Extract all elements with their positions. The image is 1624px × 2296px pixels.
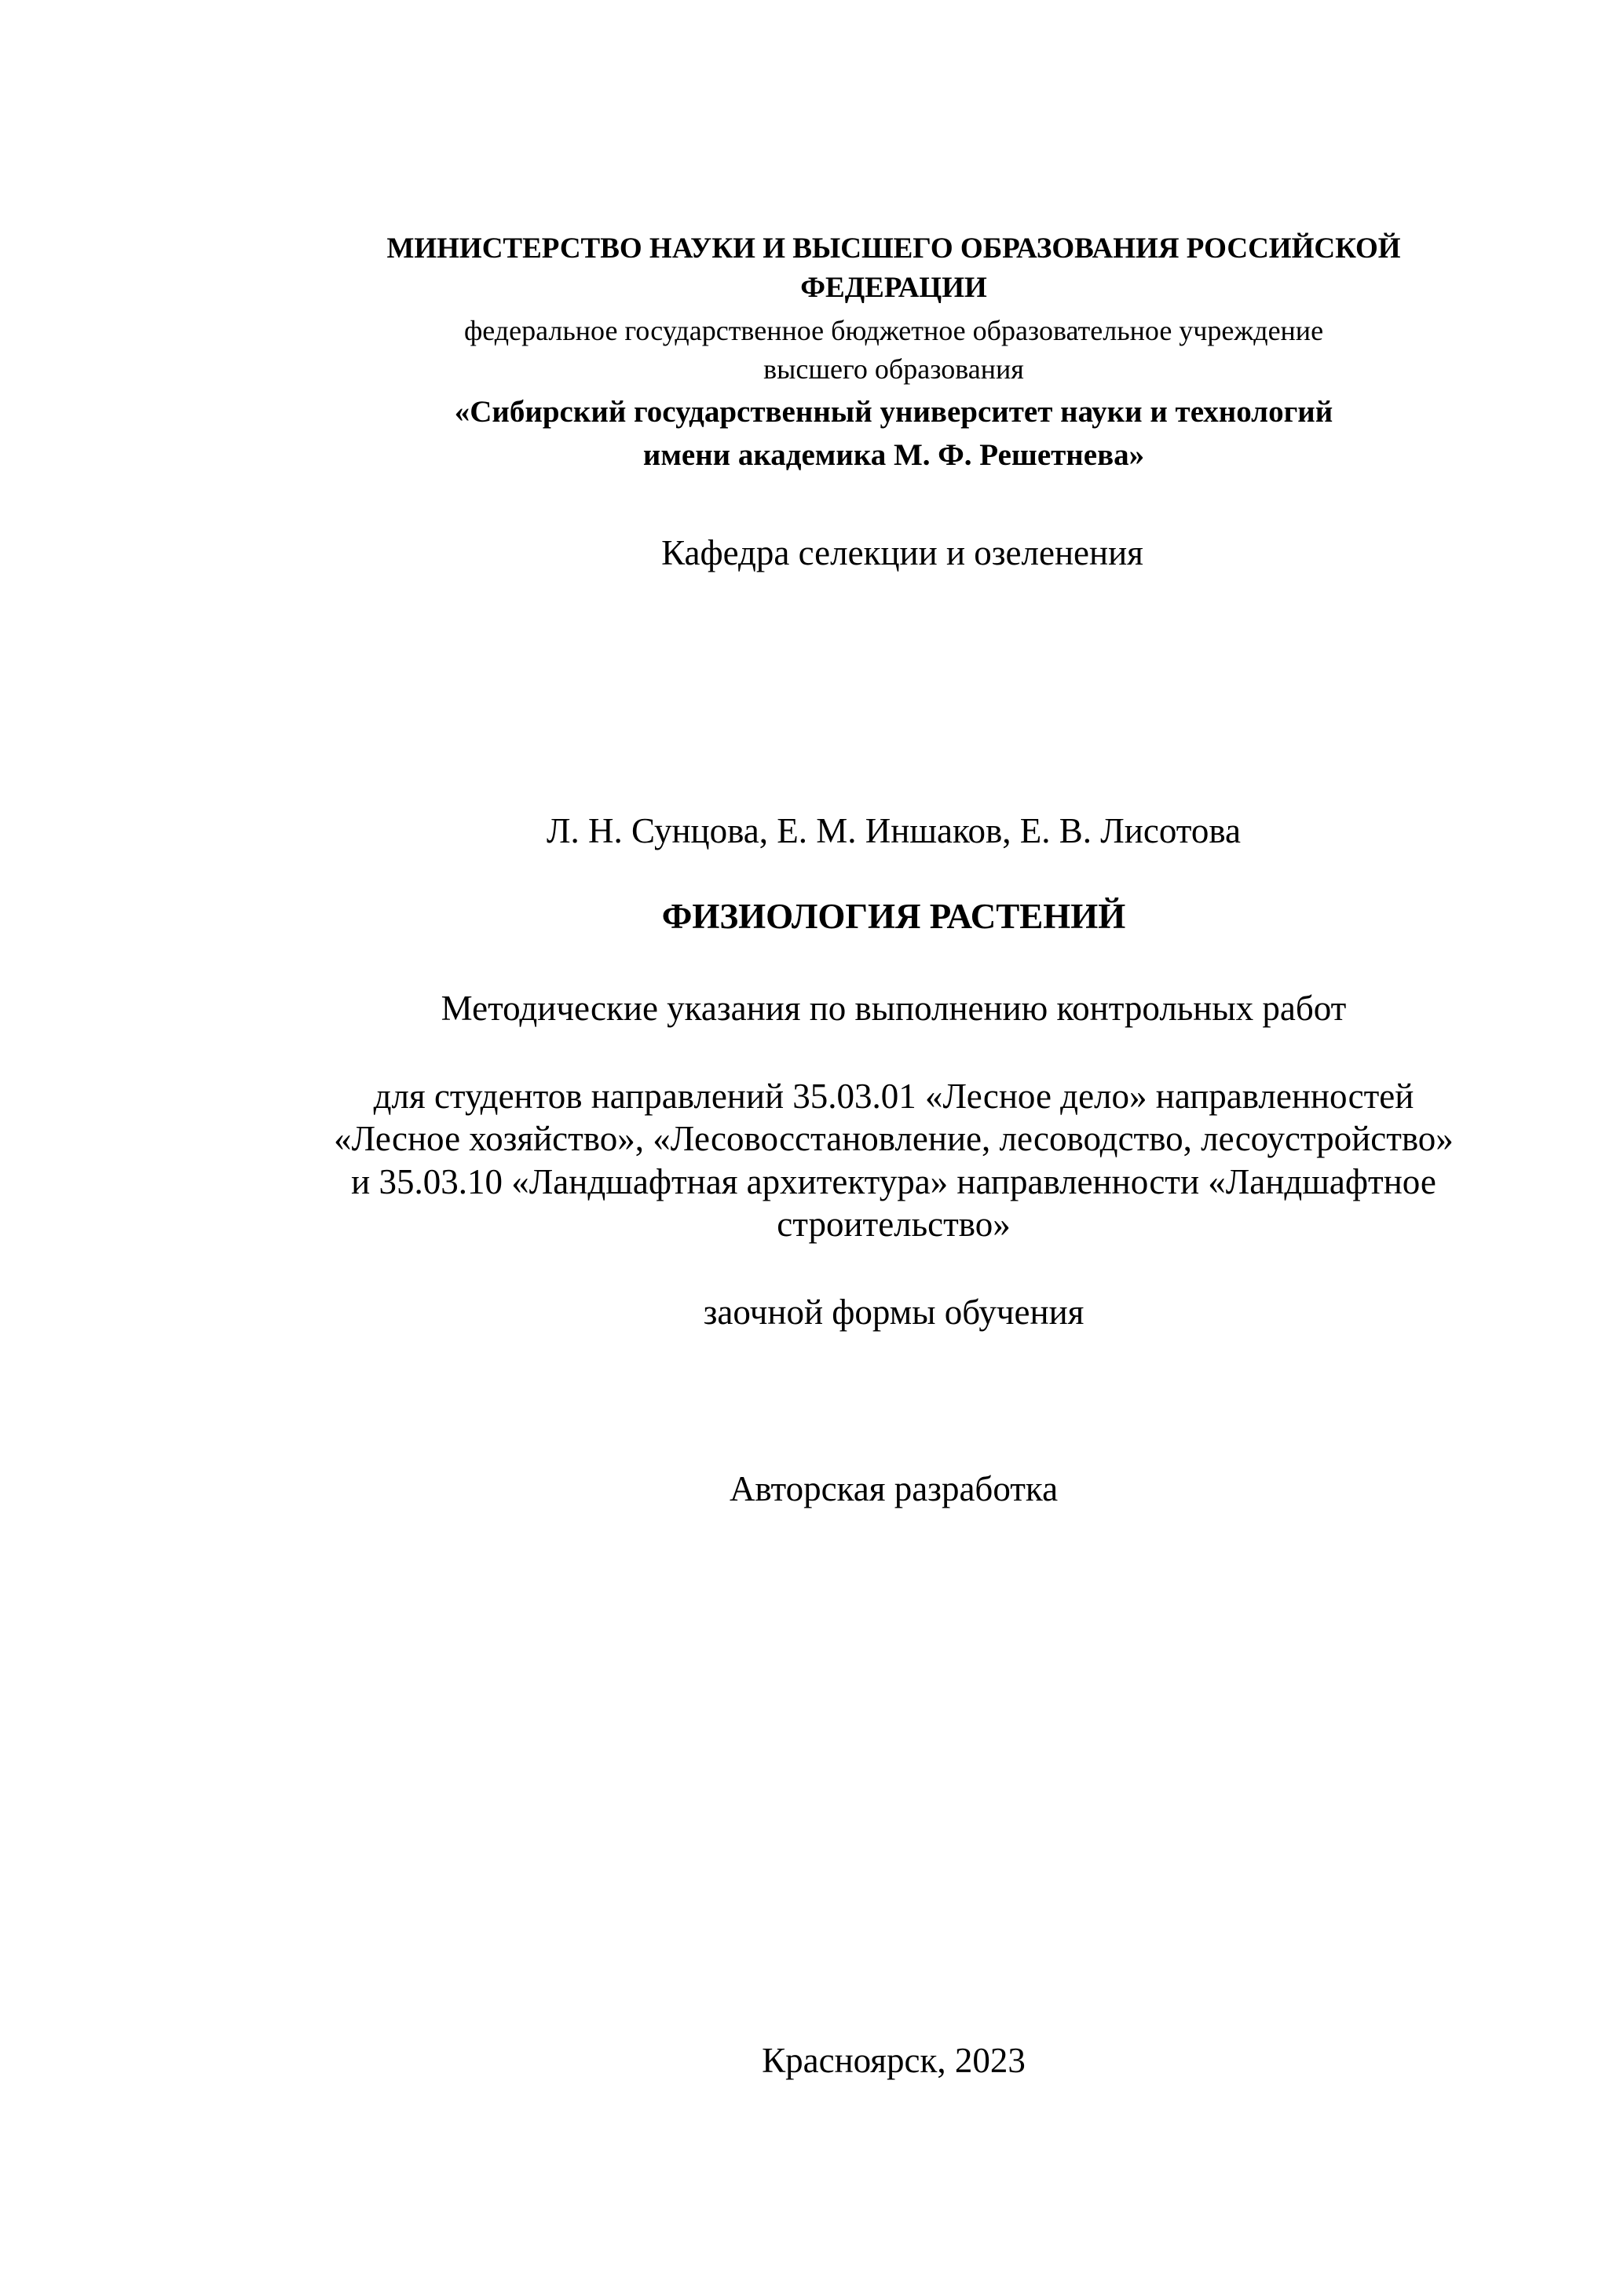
edition-note: Авторская разработка — [729, 1469, 1059, 1508]
institution-type-line-2: высшего образования — [763, 353, 1024, 385]
audience-line-3: и 35.03.10 «Ландшафтная архитектура» направленности «Ландшафтное — [351, 1162, 1436, 1201]
study-form: заочной формы обучения — [703, 1292, 1084, 1332]
department-name: Кафедра селекции и озеленения — [661, 533, 1143, 572]
ministry-line-2: ФЕДЕРАЦИИ — [800, 272, 987, 304]
audience-line-1: для студентов направлений 35.03.01 «Лесное дело» направленностей — [373, 1077, 1414, 1116]
document-title: ФИЗИОЛОГИЯ РАСТЕНИЙ — [661, 897, 1126, 936]
audience-line-4: строительство» — [777, 1205, 1011, 1244]
university-name-line-2: имени академика М. Ф. Решетнева» — [642, 438, 1145, 472]
institution-type-line-1: федеральное государственное бюджетное образовательное учреждение — [463, 315, 1324, 346]
city-year: Красноярск, 2023 — [762, 2041, 1026, 2080]
ministry-line-1: МИНИСТЕРСТВО НАУКИ И ВЫСШЕГО ОБРАЗОВАНИЯ РОССИЙСКОЙ — [386, 232, 1401, 265]
document-subtitle: Методические указания по выполнению контрольных работ — [441, 989, 1347, 1028]
authors: Л. Н. Сунцова, Е. М. Иншаков, Е. В. Лисотова — [547, 811, 1241, 850]
audience-line-2: «Лесное хозяйство», «Лесовосстановление, лесоводство, лесоустройство» — [334, 1119, 1454, 1158]
university-name-line-1: «Сибирский государственный университет науки и технологий — [454, 395, 1333, 429]
